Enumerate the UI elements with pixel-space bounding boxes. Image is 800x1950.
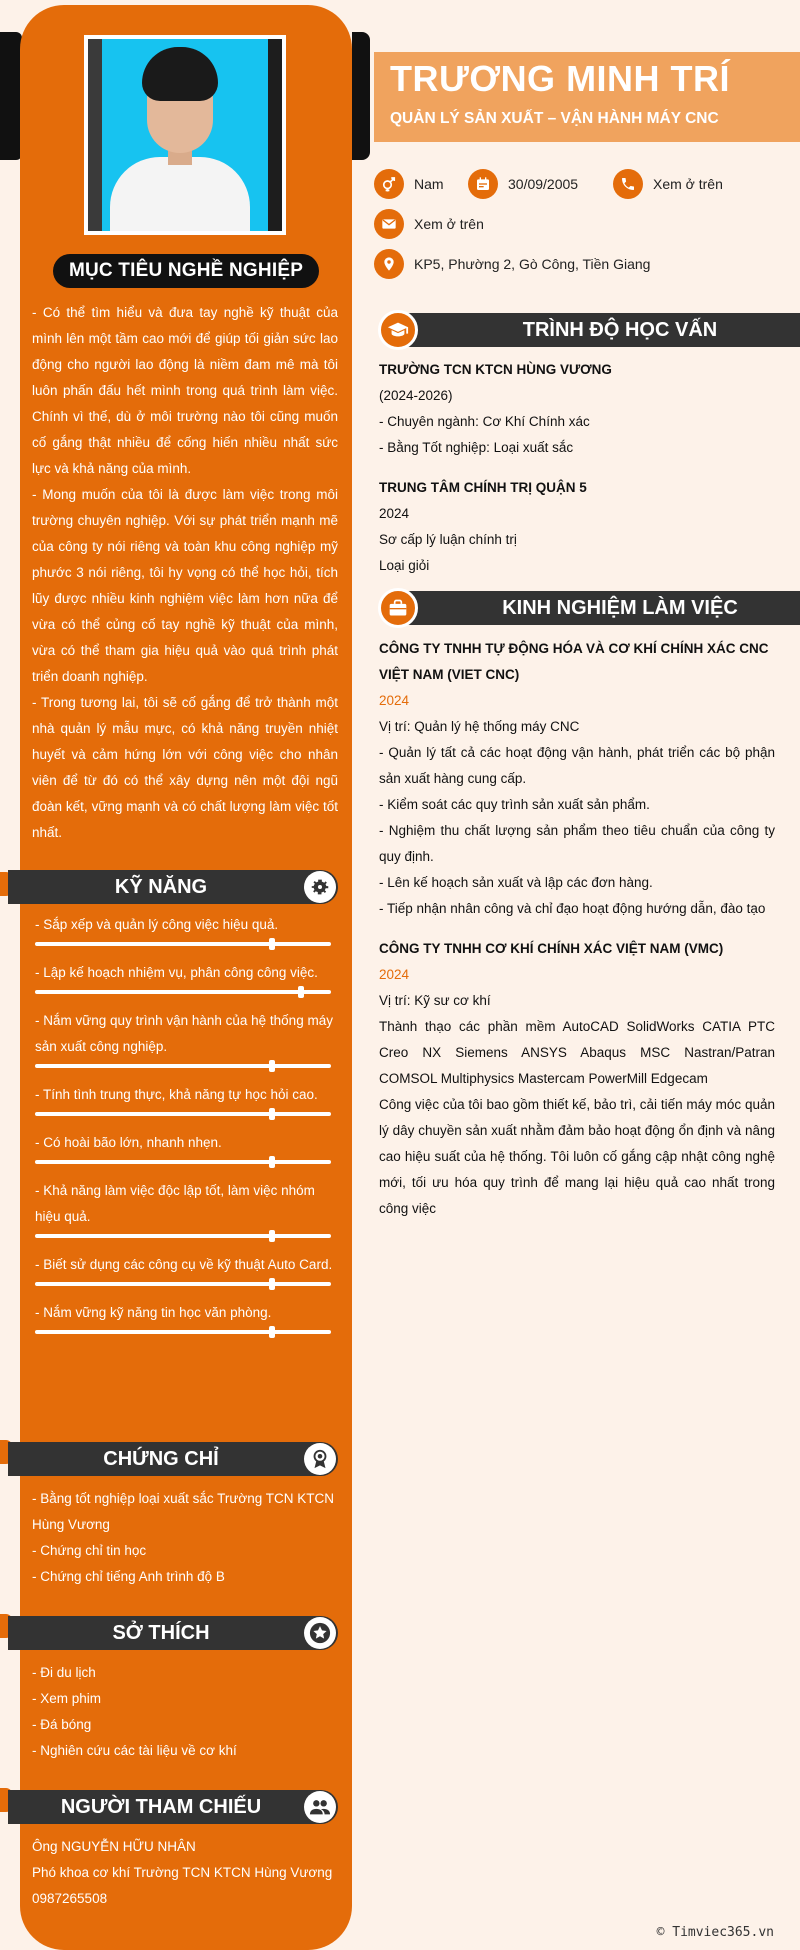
references-list xyxy=(32,1834,342,1912)
gear-icon xyxy=(304,871,336,903)
list-item: - Đi du lịch xyxy=(32,1665,96,1680)
profile-photo xyxy=(88,39,282,231)
skill-bar xyxy=(35,1160,331,1164)
gender-info xyxy=(374,169,444,199)
list-item: - Xem phim xyxy=(32,1691,102,1706)
work-position: Vị trí: Quản lý hệ thống máy CNC xyxy=(379,719,580,734)
list-item: Ông NGUYỄN HỮU NHÂN xyxy=(32,1839,196,1854)
job-title: QUẢN LÝ SẢN XUẤT – VẬN HÀNH MÁY CNC xyxy=(390,110,719,127)
experience-header xyxy=(378,588,800,628)
company-name: CÔNG TY TNHH TỰ ĐỘNG HÓA VÀ CƠ KHÍ CHÍNH XÁC CNC VIỆT NAM (VIET CNC) xyxy=(379,641,769,682)
work-detail: - Quản lý tất cả các hoạt động vận hành, phát triển các bộ phận sản xuất hàng cung cấp. xyxy=(379,745,775,786)
objective-paragraph: - Trong tương lai, tôi sẽ cố gắng để trở thành một nhà quản lý mẫu mực, có khả năng truyền nhiệt huyết và cảm hứng lớn với công việc cho nhân viên để từ đó có thể xây dựng nên một đội ngũ đoàn kết, vững mạnh và có chất lượng làm việc tốt nhất. xyxy=(32,695,338,840)
skill-label: - Nắm vững quy trình vận hành của hệ thống máy sản xuất công nghiệp. xyxy=(35,1013,333,1054)
list-item: - Bằng tốt nghiệp loại xuất sắc Trường TCN KTCN Hùng Vương xyxy=(32,1491,335,1532)
skill-level-marker xyxy=(298,986,304,998)
skill-label: - Tính tình trung thực, khả năng tự học hỏi cao. xyxy=(35,1087,318,1102)
hobbies-list xyxy=(32,1660,342,1764)
skill-label: - Khả năng làm việc độc lập tốt, làm việc nhóm hiệu quả. xyxy=(35,1183,315,1224)
skill-bar xyxy=(35,1234,331,1238)
certificates-list xyxy=(32,1486,342,1590)
skill-level-marker xyxy=(269,1278,275,1290)
email-info xyxy=(374,209,484,239)
work-detail: - Kiểm soát các quy trình sản xuất sản phẩm. xyxy=(379,797,650,812)
skill-bar xyxy=(35,1064,331,1068)
work-detail: - Nghiệm thu chất lượng sản phẩm theo tiêu chuẩn của công ty quy định. xyxy=(379,823,775,864)
experience-entries xyxy=(379,636,775,1222)
skill-level-marker xyxy=(269,1326,275,1338)
education-line: - Bằng Tốt nghiệp: Loại xuất sắc xyxy=(379,440,574,455)
award-icon xyxy=(304,1443,336,1475)
hobbies-header xyxy=(8,1616,338,1650)
skill-bar xyxy=(35,990,331,994)
skill-level-marker xyxy=(269,1156,275,1168)
avatar xyxy=(84,35,286,235)
certificates-header xyxy=(8,1442,338,1476)
company-name: CÔNG TY TNHH CƠ KHÍ CHÍNH XÁC VIỆT NAM (VMC) xyxy=(379,941,724,956)
skill-label: - Biết sử dụng các công cụ về kỹ thuật Auto Card. xyxy=(35,1257,333,1272)
phone-value: Xem ở trên xyxy=(653,176,723,192)
work-year: 2024 xyxy=(379,967,410,982)
skill-level-marker xyxy=(269,1108,275,1120)
skill-label: - Lập kế hoạch nhiệm vụ, phân công công việc. xyxy=(35,965,318,980)
left-decor-tab xyxy=(0,32,22,160)
hobbies-title: SỞ THÍCH xyxy=(112,1622,210,1644)
experience-title: KINH NGHIỆM LÀM VIỆC xyxy=(502,597,738,619)
skill-item xyxy=(35,1130,340,1164)
list-item: - Đá bóng xyxy=(32,1717,92,1732)
objective-title: MỤC TIÊU NGHỀ NGHIỆP xyxy=(53,254,319,288)
list-item: - Chứng chỉ tiếng Anh trình độ B xyxy=(32,1569,225,1584)
work-detail: - Lên kế hoạch sản xuất và lập các đơn hàng. xyxy=(379,875,653,890)
education-title: TRÌNH ĐỘ HỌC VẤN xyxy=(522,319,718,341)
objective-text xyxy=(32,300,338,846)
birthday-value: 30/09/2005 xyxy=(508,176,579,192)
list-item: Phó khoa cơ khí Trường TCN KTCN Hùng Vương xyxy=(32,1865,333,1880)
email-value: Xem ở trên xyxy=(414,216,484,232)
list-item: 0987265508 xyxy=(32,1891,108,1906)
location-icon xyxy=(374,249,404,279)
skill-item xyxy=(35,1082,340,1116)
education-line: 2024 xyxy=(379,506,410,521)
skills-title: KỸ NĂNG xyxy=(114,876,208,898)
school-name: TRUNG TÂM CHÍNH TRỊ QUẬN 5 xyxy=(379,480,587,495)
skill-label: - Nắm vững kỹ năng tin học văn phòng. xyxy=(35,1305,272,1320)
email-icon xyxy=(374,209,404,239)
skills-list xyxy=(35,912,340,1348)
education-line: - Chuyên ngành: Cơ Khí Chính xác xyxy=(379,414,590,429)
phone-icon xyxy=(613,169,643,199)
objective-paragraph: - Có thể tìm hiểu và đưa tay nghề kỹ thuật của mình lên một tầm cao mới để giúp tối giản sức lao động cho người lao động là niềm đam mê mà tôi luôn phấn đấu hết mình trong quá trình làm việc. Chính vì thế, dù ở môi trường nào tôi cũng muốn cố gắng thật nhiều để cống hiến nhiều nhất sức lực và khả năng của mình. xyxy=(32,305,338,476)
footer-watermark: © Timviec365.vn xyxy=(656,1925,774,1940)
right-decor-tab xyxy=(352,32,370,160)
graduation-cap-icon xyxy=(378,310,418,350)
work-position: Vị trí: Kỹ sư cơ khí xyxy=(379,993,491,1008)
skill-bar xyxy=(35,1112,331,1116)
phone-info xyxy=(613,169,723,199)
skill-bar xyxy=(35,1282,331,1286)
skill-item xyxy=(35,960,340,994)
skill-label: - Sắp xếp và quản lý công việc hiệu quả. xyxy=(35,917,279,932)
school-name: TRƯỜNG TCN KTCN HÙNG VƯƠNG xyxy=(379,362,612,377)
skill-item xyxy=(35,912,340,946)
skill-bar xyxy=(35,1330,331,1334)
skill-item xyxy=(35,1300,340,1334)
education-entries xyxy=(379,357,775,579)
work-detail: - Tiếp nhận nhân công và chỉ đạo hoạt động hướng dẫn, đào tạo xyxy=(379,901,766,916)
references-header xyxy=(8,1790,338,1824)
references-title: NGƯỜI THAM CHIẾU xyxy=(60,1796,262,1818)
skills-header xyxy=(8,870,338,904)
people-icon xyxy=(304,1791,336,1823)
education-header xyxy=(378,310,800,350)
gender-value: Nam xyxy=(414,176,444,192)
address-value: KP5, Phường 2, Gò Công, Tiền Giang xyxy=(414,256,651,272)
star-icon xyxy=(304,1617,336,1649)
skill-level-marker xyxy=(269,1230,275,1242)
skill-bar xyxy=(35,942,331,946)
skill-level-marker xyxy=(269,938,275,950)
name-banner xyxy=(374,52,800,142)
work-year: 2024 xyxy=(379,693,410,708)
skill-item xyxy=(35,1008,340,1068)
education-line: Loại giỏi xyxy=(379,558,430,573)
list-item: - Chứng chỉ tin học xyxy=(32,1543,147,1558)
work-detail: Thành thạo các phần mềm AutoCAD SolidWorks CATIA PTC Creo NX Siemens ANSYS Abaqus MSC Nastran/Patran COMSOL Multiphysics Mastercam PowerMill Edgecam xyxy=(379,1019,775,1086)
briefcase-icon xyxy=(378,588,418,628)
gender-icon xyxy=(374,169,404,199)
birthday-info xyxy=(468,169,578,199)
skill-item xyxy=(35,1178,340,1238)
address-info xyxy=(374,249,650,279)
list-item: - Nghiên cứu các tài liệu về cơ khí xyxy=(32,1743,237,1758)
calendar-icon xyxy=(468,169,498,199)
skill-label: - Có hoài bão lớn, nhanh nhẹn. xyxy=(35,1135,222,1150)
education-line: Sơ cấp lý luận chính trị xyxy=(379,532,517,547)
skill-item xyxy=(35,1252,340,1286)
candidate-name: TRƯƠNG MINH TRÍ xyxy=(390,58,731,99)
work-detail: Công việc của tôi bao gồm thiết kế, bảo trì, cải tiến máy móc quản lý dây chuyền sản xuất nhằm đảm bảo hoạt động ổn định và nâng cao hiệu suất của hệ thống. Tôi luôn cố gắng cập nhật công nghệ mới, tối ưu hóa quy trình để mang lại hiệu quả cao nhất trong công việc xyxy=(379,1097,775,1216)
education-line: (2024-2026) xyxy=(379,388,453,403)
objective-paragraph: - Mong muốn của tôi là được làm việc trong môi trường chuyên nghiệp. Với sự phát triển mạnh mẽ của công ty nói riêng và toàn khu công nghiệp mỹ phước 3 nói riêng, tôi hy vọng có thể học hỏi, tích lũy được nhiều kinh nghiệm việc làm hơn nữa để vừa có thể củng cố tay nghề kỹ thuật của mình, vừa có thể tham gia hiệu quả vào quá trình phát triển doanh nghiệp. xyxy=(32,487,338,684)
skill-level-marker xyxy=(269,1060,275,1072)
certificates-title: CHỨNG CHỈ xyxy=(103,1448,219,1470)
